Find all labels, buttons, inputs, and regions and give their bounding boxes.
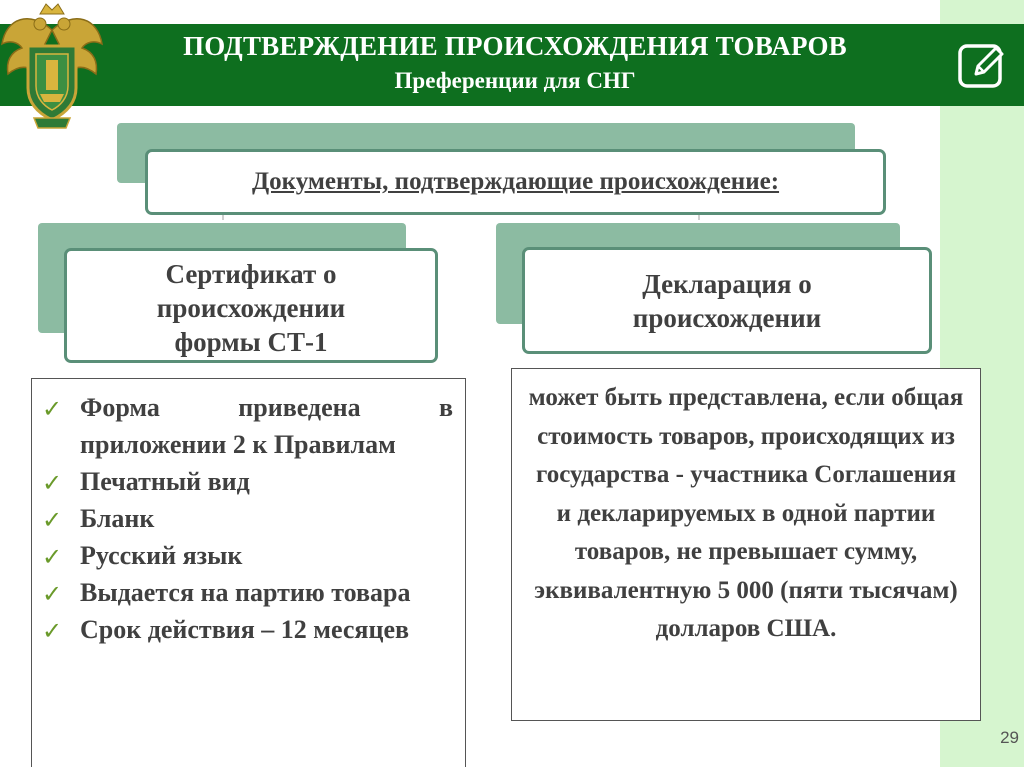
declaration-conditions-text [511, 368, 981, 721]
checkmark-icon: ✓ [42, 469, 63, 497]
certificate-properties-list [31, 378, 466, 767]
edit-pencil-icon[interactable] [956, 40, 1008, 92]
checkmark-icon: ✓ [42, 580, 63, 608]
list-item: ✓ Печатный вид [42, 463, 453, 500]
checkmark-icon: ✓ [42, 543, 63, 571]
list-item: ✓ Бланк [42, 500, 453, 537]
list-item: ✓ Выдается на партию товара [42, 574, 453, 611]
certificate-label: Сертификат о происхождении формы СТ-1 [156, 258, 346, 357]
page-subtitle: Преференции для СНГ [394, 68, 636, 93]
checkmark-icon: ✓ [42, 617, 63, 645]
page-number: 29 [1000, 728, 1019, 747]
declaration-conditions: может быть представлена, если общая стоимость товаров, происходящих из государства - участника Соглашения и декларируемых в одной партии товаров, не превышает сумму, эквивалентную 5 000 (пяти тысячам) долларов США. [528, 384, 964, 642]
declaration-box [522, 247, 932, 354]
list-item: ✓ Русский язык [42, 537, 453, 574]
list-item: ✓ Форма приведена в приложении 2 к Правилам [42, 393, 453, 459]
page-title: ПОДТВЕРЖДЕНИЕ ПРОИСХОЖДЕНИЯ ТОВАРОВ [183, 31, 847, 61]
certificate-box [64, 248, 438, 363]
list-item: ✓ Срок действия – 12 месяцев [42, 611, 453, 648]
checkmark-icon: ✓ [42, 395, 63, 423]
documents-heading-box [145, 149, 886, 215]
customs-eagle-emblem-icon [0, 0, 104, 132]
documents-heading: Документы, подтверждающие происхождение: [251, 168, 780, 195]
declaration-label: Декларация о происхождении [632, 268, 822, 333]
checkmark-icon: ✓ [42, 506, 63, 534]
